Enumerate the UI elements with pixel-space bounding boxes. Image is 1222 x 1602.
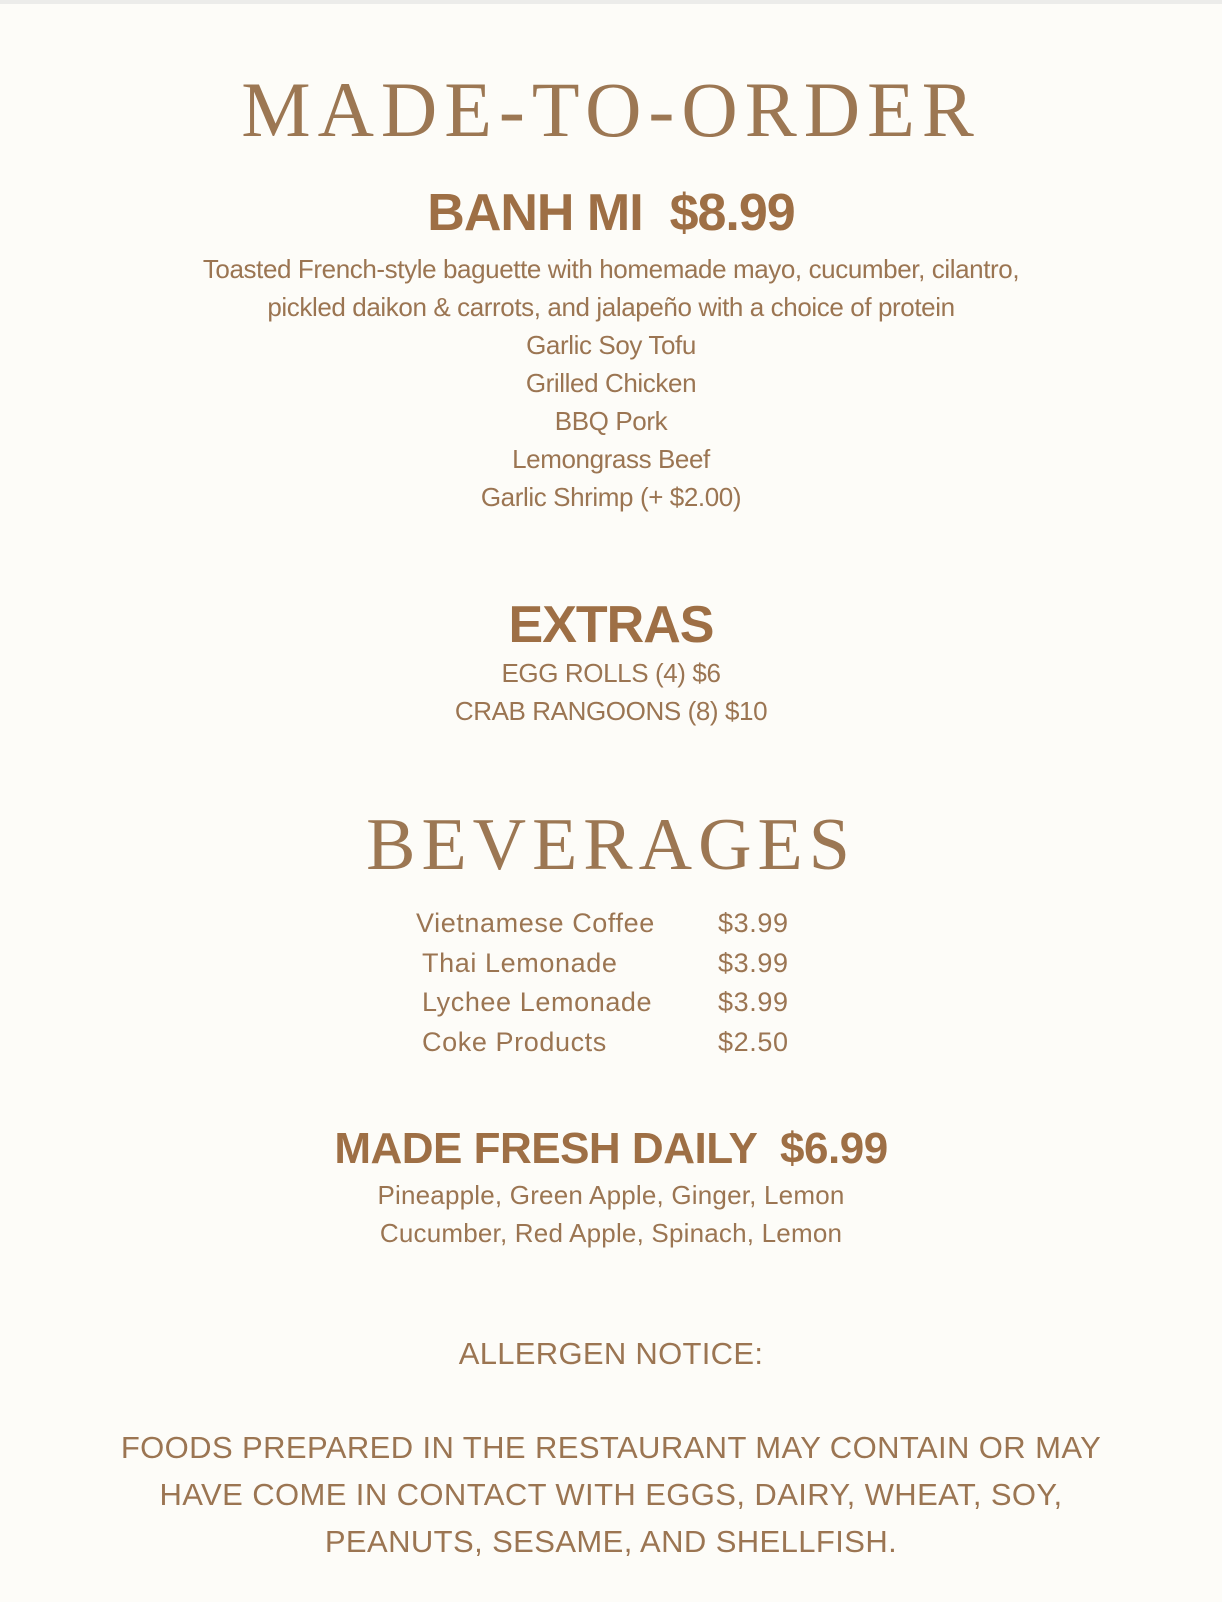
made-fresh-item: Pineapple, Green Apple, Ginger, Lemon [377, 1180, 845, 1210]
beverage-row [416, 1023, 816, 1063]
page-title: MADE-TO-ORDER [241, 66, 981, 153]
extras-heading: EXTRAS [508, 596, 714, 654]
banh-mi-description [0, 250, 1222, 326]
description-line: Toasted French-style baguette with homemade mayo, cucumber, cilantro, [202, 254, 1020, 284]
beverage-price: $2.50 [718, 1026, 789, 1057]
beverage-price: $3.99 [718, 987, 789, 1017]
beverage-price: $3.99 [718, 947, 789, 978]
protein-item: Garlic Shrimp (+ $2.00) [480, 482, 742, 512]
beverage-name: Thai Lemonade [422, 947, 618, 978]
beverage-list [416, 904, 816, 1062]
beverage-name: Vietnamese Coffee [416, 908, 655, 938]
beverage-price: $3.99 [718, 908, 789, 938]
beverage-name: Lychee Lemonade [422, 987, 653, 1017]
protein-item: Grilled Chicken [525, 368, 697, 398]
made-fresh-item: Cucumber, Red Apple, Spinach, Lemon [379, 1218, 843, 1248]
protein-list [0, 326, 1222, 516]
extras-list [0, 654, 1222, 730]
description-line: pickled daikon & carrots, and jalapeño with a choice of protein [267, 292, 955, 322]
extras-item: CRAB RANGOONS (8) $10 [454, 696, 768, 726]
made-fresh-list [0, 1176, 1222, 1252]
made-fresh-heading: MADE FRESH DAILY $6.99 [334, 1124, 888, 1173]
allergen-heading: ALLERGEN NOTICE: [458, 1336, 764, 1371]
allergen-line: FOODS PREPARED IN THE RESTAURANT MAY CONTAIN OR MAY [120, 1430, 1102, 1465]
banh-mi-heading: BANH MI $8.99 [427, 184, 795, 242]
protein-item: Lemongrass Beef [512, 444, 710, 474]
beverages-heading: BEVERAGES [366, 804, 856, 886]
beverage-row [416, 904, 816, 944]
allergen-line: PEANUTS, SESAME, AND SHELLFISH. [324, 1524, 898, 1559]
extras-item: EGG ROLLS (4) $6 [501, 658, 721, 688]
protein-item: Garlic Soy Tofu [526, 330, 696, 360]
allergen-line: HAVE COME IN CONTACT WITH EGGS, DAIRY, WHEAT, SOY, [159, 1477, 1063, 1512]
protein-item: BBQ Pork [554, 406, 668, 436]
beverage-row [416, 983, 816, 1023]
beverage-name: Coke Products [422, 1026, 607, 1057]
allergen-notice [90, 1424, 1132, 1565]
beverage-row [416, 944, 816, 984]
